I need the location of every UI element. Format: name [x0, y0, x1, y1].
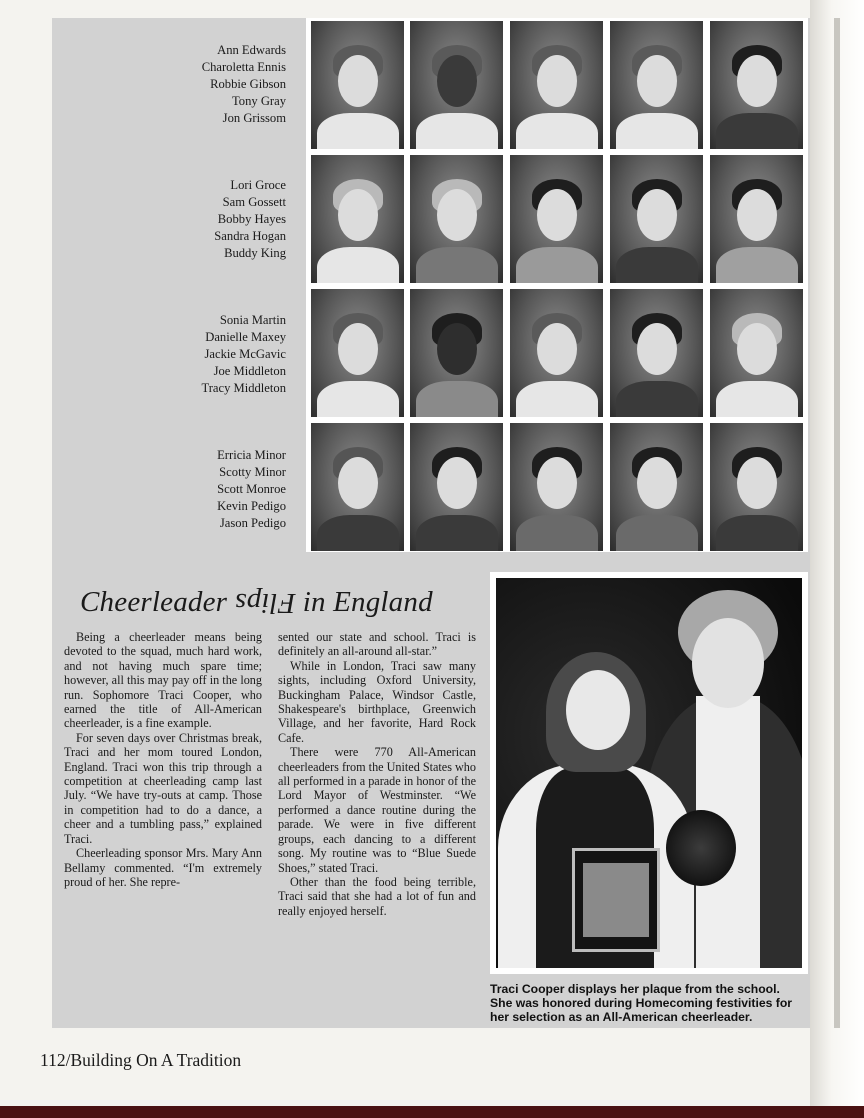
headline-word: Cheerleader — [80, 586, 228, 618]
article-paragraph: Being a cheerleader means being devoted to the squad, much hard work, and not having much spare time; however, all this may pay off in the long run. Sophomore Traci Cooper, who earned the title of All-American cheerleader, is a fine example. — [64, 630, 262, 731]
article-paragraph: sented our state and school. Traci is definitely an all-around all-star.” — [278, 630, 476, 659]
student-name: Robbie Gibson — [210, 77, 286, 91]
portrait-photo — [410, 21, 503, 149]
student-name: Danielle Maxey — [205, 330, 286, 344]
portrait-photo — [311, 21, 404, 149]
student-name: Jason Pedigo — [219, 516, 286, 530]
portrait-photo — [410, 289, 503, 417]
student-name: Tony Gray — [231, 94, 286, 108]
student-name: Scotty Minor — [219, 465, 286, 479]
article-column-1 — [64, 630, 262, 889]
article-paragraph: There were 770 All-American cheerleaders from the United States who all performed in a parade in honor of the Lord Mayor of Westminster. “We performed a dance routine during the parade. We were in five different groups, each dancing to a different song. My routine was to “Blue Suede Shoes,” stated Traci. — [278, 745, 476, 875]
name-list-row-2 — [140, 177, 286, 262]
portrait-photo — [710, 21, 803, 149]
portrait-photo — [510, 155, 603, 283]
portrait-photo — [410, 423, 503, 551]
headline-word: in England — [302, 586, 433, 618]
portrait-photo — [510, 289, 603, 417]
student-name: Lori Groce — [230, 178, 286, 192]
article-headline — [80, 586, 433, 619]
student-name: Sandra Hogan — [214, 229, 286, 243]
page-bottom-edge — [0, 1106, 864, 1118]
article-paragraph: Cheerleading sponsor Mrs. Mary Ann Bellamy commented. “I'm extremely proud of her. She repre- — [64, 846, 262, 889]
student-name: Erricia Minor — [217, 448, 286, 462]
student-name: Kevin Pedigo — [217, 499, 286, 513]
name-list-row-3 — [140, 312, 286, 397]
portrait-photo — [410, 155, 503, 283]
portrait-photo — [710, 423, 803, 551]
student-name: Jackie McGavic — [204, 347, 286, 361]
portrait-photo — [610, 155, 703, 283]
portrait-photo — [710, 155, 803, 283]
flower-bouquet — [666, 810, 736, 886]
student-name: Ann Edwards — [217, 43, 286, 57]
student-name: Charoletta Ennis — [201, 60, 286, 74]
student-name: Scott Monroe — [217, 482, 286, 496]
feature-photo-image — [496, 578, 802, 968]
name-list-row-4 — [140, 447, 286, 532]
portrait-photo — [311, 423, 404, 551]
caption-line: She was honored during Homecoming festivities for — [490, 995, 793, 1010]
name-list-row-1 — [140, 42, 286, 127]
portrait-photo — [311, 289, 404, 417]
headline-flipped-word: Flips — [234, 587, 296, 619]
article-paragraph: For seven days over Christmas break, Traci and her mom toured London, England. Traci won this trip through a competition at cheerleading camp last July. “We have try-outs at camp. Those in competition had to do a dance, a cheer and a tumbling pass,” explained Traci. — [64, 730, 262, 846]
student-name: Tracy Middleton — [201, 381, 286, 395]
portrait-photo — [610, 21, 703, 149]
student-name: Sam Gossett — [222, 195, 286, 209]
student-name: Buddy King — [224, 246, 286, 260]
gutter-shadow — [834, 18, 840, 1028]
portrait-photo — [610, 423, 703, 551]
student-name: Jon Grissom — [222, 111, 286, 125]
caption-line: Traci Cooper displays her plaque from the school. — [490, 982, 780, 996]
student-name: Sonia Martin — [219, 313, 286, 327]
article-paragraph: While in London, Traci saw many sights, including Oxford University, Buckingham Palace, Windsor Castle, Shakespeare's birthplace, Greenwich Village, and her favorite, Hard Rock Cafe. — [278, 658, 476, 745]
article-paragraph: Other than the food being terrible, Traci said that she had a lot of fun and really enjoyed herself. — [278, 874, 476, 918]
portrait-photo — [710, 289, 803, 417]
student-name: Joe Middleton — [213, 364, 286, 378]
portrait-photo — [510, 21, 603, 149]
photo-caption — [490, 983, 812, 1024]
portrait-grid — [306, 18, 808, 552]
portrait-photo — [610, 289, 703, 417]
page-folio: 112/Building On A Tradition — [40, 1050, 242, 1070]
portrait-photo — [311, 155, 404, 283]
feature-photo — [490, 572, 808, 974]
student-name: Bobby Hayes — [217, 212, 286, 226]
caption-line: her selection as an All-American cheerleader. — [490, 1009, 753, 1024]
portrait-photo — [510, 423, 603, 551]
article-column-2 — [278, 630, 476, 918]
award-plaque — [572, 848, 660, 952]
